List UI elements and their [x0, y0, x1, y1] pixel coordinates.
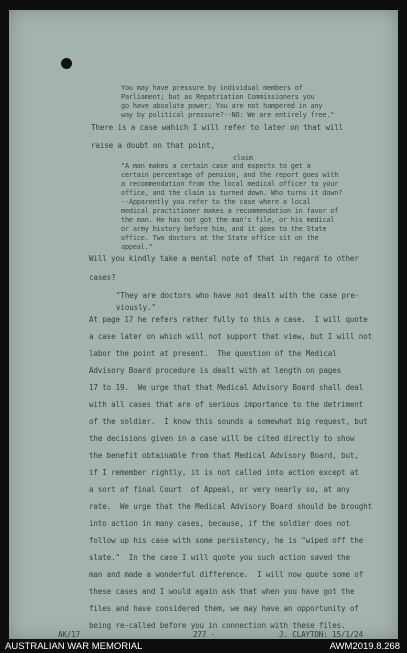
- archive-footer-bar: [0, 639, 407, 653]
- text-line: the benefit obtainable from that Medical Advisory Board, but,: [89, 451, 359, 460]
- text-line: Will you kindly take a mental note of that in regard to other: [89, 254, 359, 263]
- document-page: [9, 10, 398, 639]
- punch-hole: [61, 58, 72, 69]
- text-line: into action in many cases, because, if the soldier does not: [89, 519, 350, 528]
- text-line: At page 17 he refers rather fully to this a case. I will quote: [89, 315, 368, 324]
- text-line: There is a case wahich I will refer to later on that will: [91, 123, 344, 132]
- text-line: office, and the claim is turned down. Who turns it down?: [121, 189, 343, 197]
- text-line: Advisory Board procedure is dealt with at length on pages: [89, 366, 342, 375]
- text-line: way by political pressure?--NO: We are entirely free.": [121, 111, 335, 119]
- text-line: claim: [233, 154, 253, 162]
- page-footer-witness: J. CLAYTON: 15/1/24: [279, 630, 364, 639]
- text-line: with all cases that are of serious importance to the detriment: [89, 400, 364, 409]
- text-line: raise a doubt on that point,: [91, 141, 215, 150]
- text-line: certain percentage of pension, and the report goes with: [121, 171, 339, 179]
- text-line: these cases and I would again ask that when you have got the: [89, 587, 355, 596]
- text-line: "A man makes a certain case and expects to get a: [121, 162, 311, 170]
- text-line: You may have pressure by individual members of: [121, 84, 303, 92]
- text-line: office. Two doctors at the State office sit on the: [121, 234, 319, 242]
- text-line: cases?: [89, 273, 116, 282]
- text-line: if I remember rightly, it is not called into action except at: [89, 468, 359, 477]
- page-footer-reference: AK/17: [58, 630, 81, 639]
- text-line: Parliament; but as Repatriation Commissioners you: [121, 93, 315, 101]
- accession-number: AWM2019.8.268: [329, 641, 400, 652]
- text-line: a sort of final Court of Appeal, or very nearly so, at any: [89, 485, 350, 494]
- text-line: the decisions given in a case will be cited directly to show: [89, 434, 355, 443]
- text-line: a case later on which will not support that view, but I will not: [89, 332, 372, 341]
- text-line: files and have considered them, we may have an opportunity of: [89, 604, 359, 613]
- page-footer-number: 277 -: [193, 630, 216, 639]
- text-line: --Apparently you refer to the case where a local: [121, 198, 311, 206]
- text-line: appeal.": [121, 243, 153, 251]
- text-line: or army history before him, and it goes to the State: [121, 225, 327, 233]
- text-line: a recommendation from the local medical officer to your: [121, 180, 339, 188]
- text-line: slate." In the case I will quote you such action saved the: [89, 553, 350, 562]
- text-line: man and made a wonderful difference. I will now quote some of: [89, 570, 364, 579]
- text-line: the man. He has not got the man's file, or his medical: [121, 216, 335, 224]
- text-line: go have absolute power; You are not hampered in any: [121, 102, 323, 110]
- institution-label: AUSTRALIAN WAR MEMORIAL: [5, 641, 143, 652]
- text-line: being re-called before you in connection with these files.: [89, 621, 346, 630]
- text-line: follow up his case with some persistency, he is "wiped off the: [89, 536, 364, 545]
- text-line: labor the point at present. The question of the Medical: [89, 349, 337, 358]
- text-line: "They are doctors who have not dealt with the case pre-: [116, 291, 360, 300]
- text-line: viously.": [116, 303, 156, 312]
- text-line: 17 to 19. We urge that that Medical Advisory Board shall deal: [89, 383, 364, 392]
- text-line: medical practitioner makes a recommendation in favor of: [121, 207, 339, 215]
- text-line: rate. We urge that the Medical Advisory Board should be brought: [89, 502, 372, 511]
- text-line: of the soldier. I know this sounds a somewhat big request, but: [89, 417, 368, 426]
